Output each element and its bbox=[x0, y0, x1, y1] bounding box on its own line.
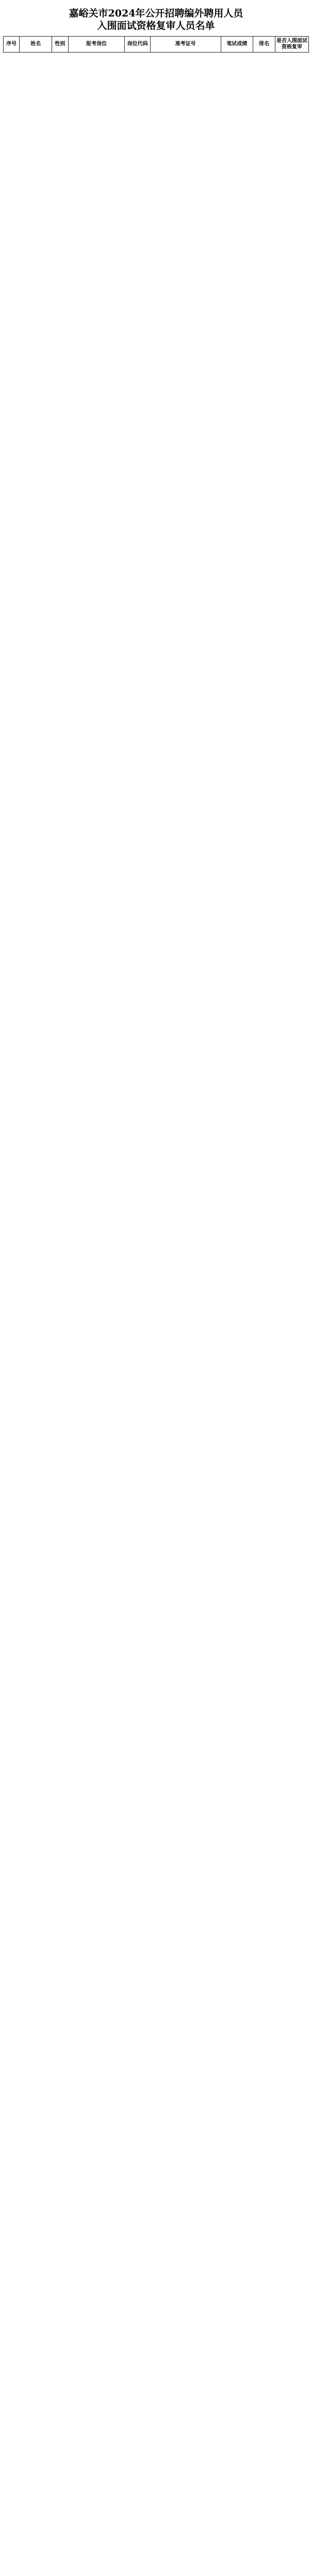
table-header-row bbox=[4, 37, 309, 53]
header-name: 姓名 bbox=[20, 37, 52, 53]
header-rank: 排名 bbox=[253, 37, 275, 53]
header-position: 报考岗位 bbox=[68, 37, 125, 53]
header-shortlisted: 是否入围面试资格复审 bbox=[275, 37, 308, 53]
title-line-2: 入围面试资格复审人员名单 bbox=[97, 20, 215, 31]
candidate-table bbox=[3, 36, 309, 53]
document-title bbox=[3, 7, 309, 32]
header-written-score: 笔试成绩 bbox=[221, 37, 253, 53]
title-line-1: 嘉峪关市2024年公开招聘编外聘用人员 bbox=[69, 8, 243, 19]
header-exam-number: 准考证号 bbox=[150, 37, 221, 53]
header-gender: 性别 bbox=[52, 37, 68, 53]
header-index: 序号 bbox=[4, 37, 20, 53]
header-position-code: 岗位代码 bbox=[125, 37, 150, 53]
